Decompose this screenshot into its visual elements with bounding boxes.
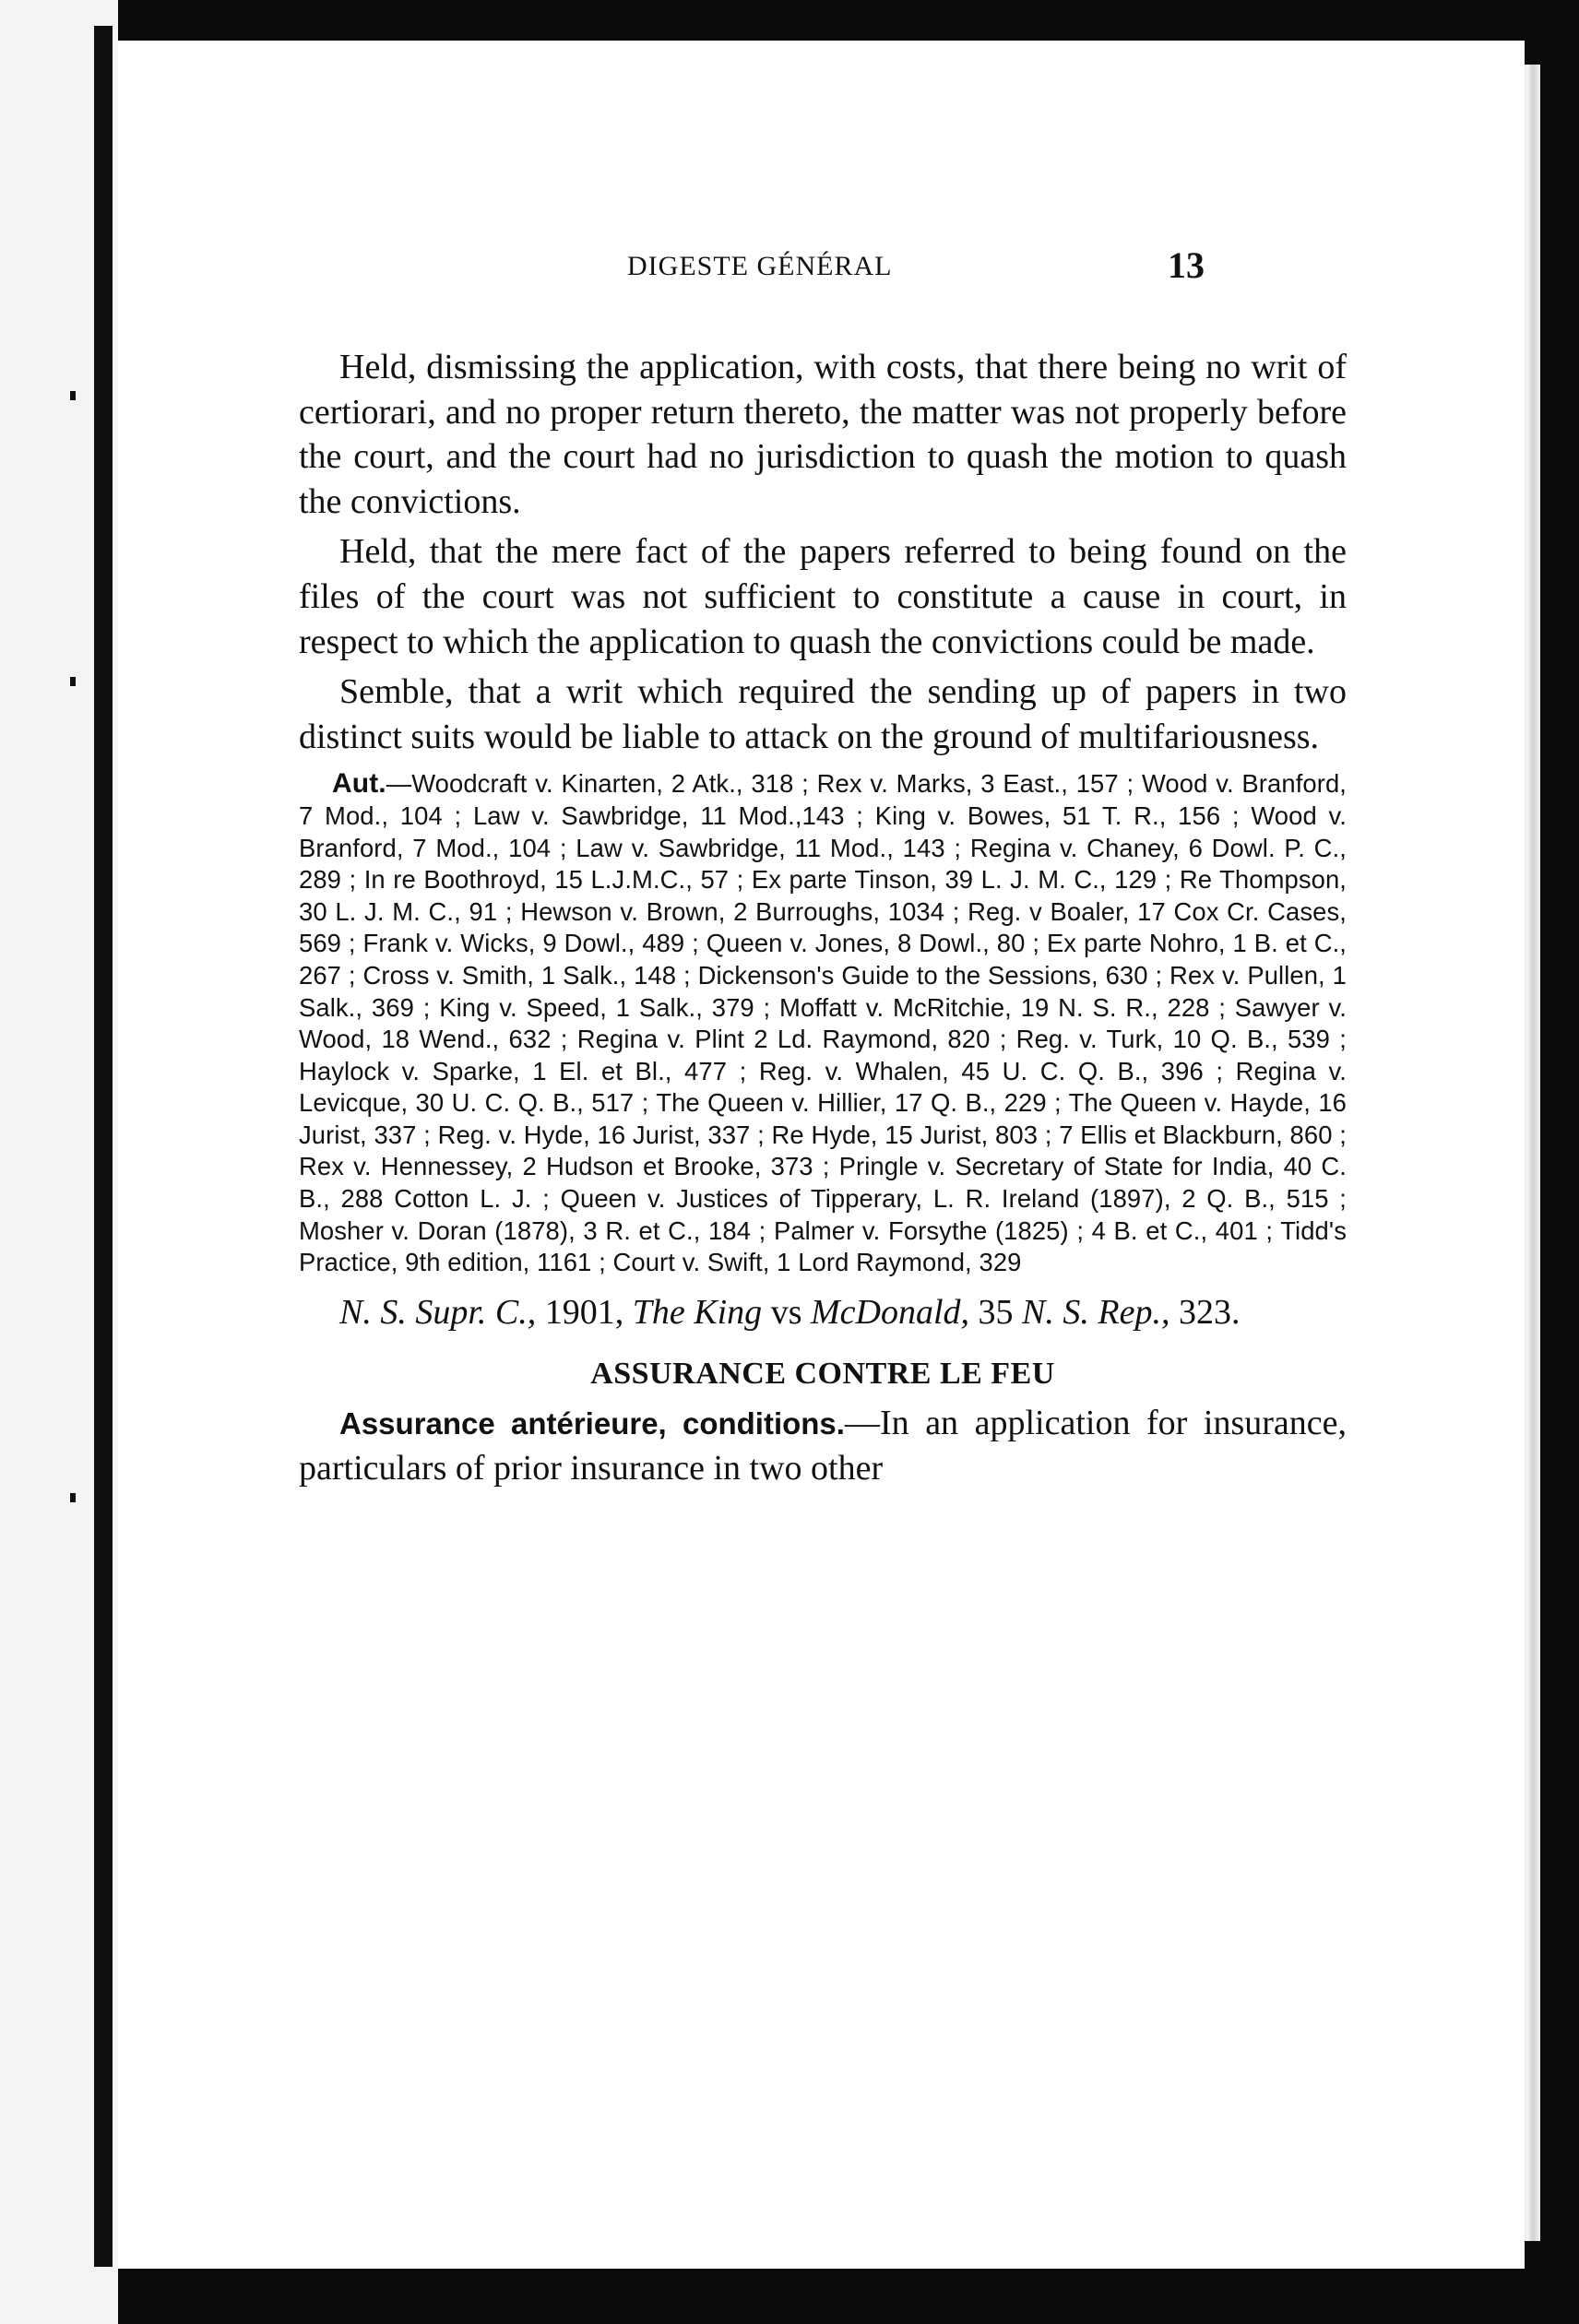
page-body bbox=[299, 345, 1347, 1525]
paragraph-held-2: Held, that the mere fact of the papers referred to being found on the files of the court was not sufficient to constitute a cause in court, in respect to which the application to quash the convictions could be made. bbox=[299, 532, 1347, 661]
book-gutter bbox=[94, 26, 113, 2267]
run-in-heading: Assurance antérieure, conditions. bbox=[339, 1405, 845, 1441]
lead-paragraph-text: —In an application for insurance, particulars of prior insurance in two other bbox=[299, 1403, 1347, 1488]
left-page-edge bbox=[0, 0, 118, 2324]
document-page bbox=[118, 41, 1525, 2269]
report-name: N. S. Rep., bbox=[1022, 1292, 1170, 1332]
page-stack-edge bbox=[1522, 65, 1540, 2241]
court-reference bbox=[299, 1290, 1347, 1334]
report-page: 323. bbox=[1178, 1292, 1241, 1332]
page-header bbox=[118, 244, 1525, 306]
authorities-label: Aut. bbox=[332, 768, 386, 800]
paragraph-semble: Semble, that a writ which required the sending up of papers in two distinct suits would be liable to attack on the ground of multifariousness. bbox=[299, 672, 1347, 756]
margin-speck bbox=[70, 677, 76, 686]
paragraph-held-1: Held, dismissing the application, with costs, that there being no writ of certiorari, and no proper return thereto, the matter was not properly before the court, and the court had no jurisdiction to quash the motion to quash the convictions. bbox=[299, 348, 1347, 521]
section-lead-paragraph bbox=[299, 1401, 1347, 1490]
case-party: McDonald, bbox=[810, 1292, 970, 1332]
page-number: 13 bbox=[1168, 244, 1205, 286]
authorities-block bbox=[299, 768, 1347, 1279]
case-vs: vs bbox=[770, 1292, 802, 1332]
running-head: DIGESTE GÉNÉRAL bbox=[627, 251, 893, 281]
margin-speck bbox=[70, 1493, 76, 1502]
court-name: N. S. Supr. C., bbox=[339, 1292, 537, 1332]
authorities-text: —Woodcraft v. Kinarten, 2 Atk., 318 ; Rex v. Marks, 3 East., 157 ; Wood v. Branford, 7 Mod., 104 ; Law v. Sawbridge, 11 Mod.,143 ; King v. Bowes, 51 T. R., 156 ; Wood v. Branford, 7 Mod., 104 ; Law v. Sawbridge, 11 Mod., 143 ; Regina v. Chaney, 6 Dowl. P. C., 289 ; In re Boothroyd, 15 L.J.M.C., 57 ; Ex parte Tinson, 39 L. J. M. C., 129 ; Re Thompson, 30 L. J. M. C., 91 ; Hewson v. Brown, 2 Burroughs, 1034 ; Reg. v Boaler, 17 Cox Cr. Cases, 569 ; Frank v. Wicks, 9 Dowl., 489 ; Queen v. Jones, 8 Dowl., 80 ; Ex parte Nohro, 1 B. et C., 267 ; Cross v. Smith, 1 Salk., 148 ; Dickenson's Guide to the Sessions, 630 ; Rex v. Pullen, 1 Salk., 369 ; King v. Speed, 1 Salk., 379 ; Moffatt v. McRitchie, 19 N. S. R., 228 ; Sawyer v. Wood, 18 Wend., 632 ; Regina v. Plint 2 Ld. Raymond, 820 ; Reg. v. Turk, 10 Q. B., 539 ; Haylock v. Sparke, 1 El. et Bl., 477 ; Reg. v. Whalen, 45 U. C. Q. B., 396 ; Regina v. Levicque, 30 U. C. Q. B., 517 ; The Queen v. Hillier, 17 Q. B., 229 ; The Queen v. Hayde, 16 Jurist, 337 ; Reg. v. Hyde, 16 Jurist, 337 ; Re Hyde, 15 Jurist, 803 ; 7 Ellis et Blackburn, 860 ; Rex v. Hennessey, 2 Hudson et Brooke, 373 ; Pringle v. Secretary of State for India, 40 C. B., 288 Cotton L. J. ; Queen v. Justices of Tipperary, L. R. Ireland (1897), 2 Q. B., 515 ; Mosher v. Doran (1878), 3 R. et C., 184 ; Palmer v. Forsythe (1825) ; 4 B. et C., 401 ; Tidd's Practice, 9th edition, 1161 ; Court v. Swift, 1 Lord Raymond, 329 bbox=[299, 769, 1347, 1277]
report-volume: 35 bbox=[978, 1292, 1014, 1332]
section-heading: ASSURANCE CONTRE LE FEU bbox=[590, 1356, 1055, 1391]
case-name: The King bbox=[632, 1292, 763, 1332]
court-year: 1901, bbox=[544, 1292, 624, 1332]
margin-speck bbox=[70, 391, 76, 400]
